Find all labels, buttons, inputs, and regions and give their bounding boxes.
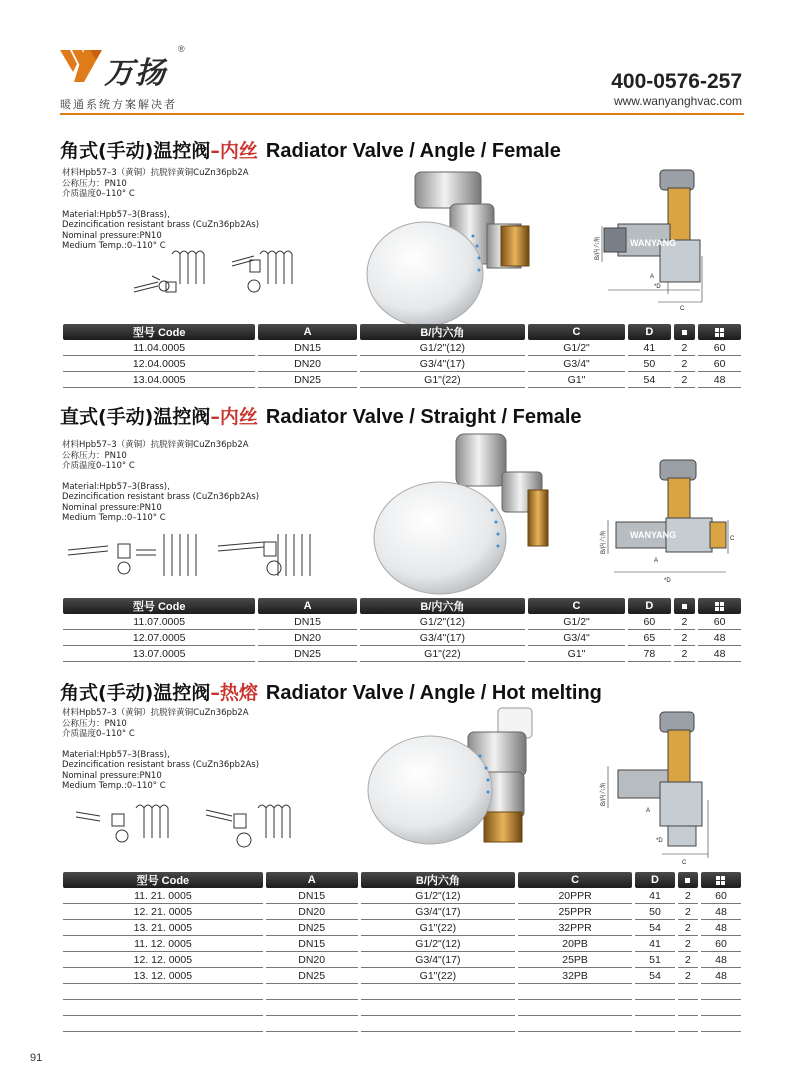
table-cell: G3/4"(17) xyxy=(360,630,525,646)
table-cell xyxy=(361,1016,516,1032)
label-b: B/内六角 xyxy=(601,782,607,806)
table-cell: 2 xyxy=(674,356,695,372)
col-b: B/内六角 xyxy=(360,598,525,614)
product-photo-straight-valve xyxy=(352,428,552,598)
col-a: A xyxy=(258,324,356,340)
installation-sketch xyxy=(132,246,302,308)
spec-line: 材料Hpb57–3（黄铜）抗脱锌黄铜CuZn36pb2A xyxy=(62,440,249,450)
cross-section-diagram xyxy=(598,708,738,868)
col-inner-box-icon xyxy=(678,872,698,888)
table-cell: 48 xyxy=(698,372,741,388)
table-cell: 54 xyxy=(635,968,675,984)
table-row xyxy=(63,888,741,904)
spec-line: Dezincification resistant brass (CuZn36pb2As) xyxy=(62,492,260,502)
spec-line: Material:Hpb57–3(Brass), xyxy=(62,749,170,760)
table-cell: DN15 xyxy=(266,888,358,904)
col-carton-icon xyxy=(701,872,741,888)
table-row xyxy=(63,904,741,920)
table-cell xyxy=(701,1000,741,1016)
table-cell: G1"(22) xyxy=(360,372,525,388)
spec-line: Nominal pressure:PN10 xyxy=(62,502,162,513)
table-cell: 11. 12. 0005 xyxy=(63,936,263,952)
spec-line: Medium Temp.:0–110° C xyxy=(62,241,166,251)
brand-tagline: 暖通系统方案解决者 xyxy=(60,98,177,111)
section-title xyxy=(60,136,744,163)
table-body xyxy=(63,614,741,662)
table-cell xyxy=(361,984,516,1000)
table-cell: 11.04.0005 xyxy=(63,340,255,356)
table-cell: 41 xyxy=(628,340,671,356)
spec-line: Material:Hpb57–3(Brass), xyxy=(62,481,170,492)
table-body xyxy=(63,340,741,388)
table-cell: 60 xyxy=(701,888,741,904)
title-cn: 角式(手动)温控阀 xyxy=(60,682,211,704)
table-cell: G1" xyxy=(528,646,625,662)
col-c: C xyxy=(518,872,632,888)
table-cell: 48 xyxy=(701,968,741,984)
label-a: A xyxy=(650,274,655,280)
col-d: D xyxy=(635,872,675,888)
title-cn: 角式(手动)温控阀 xyxy=(60,140,211,162)
section-straight-female xyxy=(60,402,744,660)
table-cell: G3/4"(17) xyxy=(361,952,516,968)
table-cell: 60 xyxy=(698,356,741,372)
col-d: D xyxy=(628,598,671,614)
product-photo-hot-melting-valve xyxy=(360,706,540,876)
table-cell xyxy=(635,984,675,1000)
table-row xyxy=(63,356,741,372)
col-b: B/内六角 xyxy=(361,872,516,888)
table-cell xyxy=(635,1000,675,1016)
spec-line: Dezincification resistant brass (CuZn36pb2As) xyxy=(62,220,260,230)
table-cell: 25PPR xyxy=(518,904,632,920)
table-cell: 48 xyxy=(698,630,741,646)
table-cell: DN25 xyxy=(258,372,356,388)
label-c: C xyxy=(730,536,735,542)
table-cell: 50 xyxy=(635,904,675,920)
title-highlight: –热熔 xyxy=(210,682,258,704)
title-en: Radiator Valve / Angle / Female xyxy=(265,140,561,162)
table-cell: G1"(22) xyxy=(360,646,525,662)
label-c: C xyxy=(682,860,687,866)
table-cell: 2 xyxy=(674,372,695,388)
col-code: 型号 Code xyxy=(63,872,263,888)
table-cell xyxy=(701,984,741,1000)
table-cell: 13. 12. 0005 xyxy=(63,968,263,984)
table-cell xyxy=(63,1016,263,1032)
table-cell: G1/2" xyxy=(528,614,625,630)
table-cell: 60 xyxy=(698,340,741,356)
spec-line: 介质温度0–110° C xyxy=(62,461,135,471)
table-cell: 65 xyxy=(628,630,671,646)
table-cell: 2 xyxy=(678,904,698,920)
table-cell: DN20 xyxy=(258,630,356,646)
table-cell: G1"(22) xyxy=(361,920,516,936)
table-cell: DN25 xyxy=(266,920,358,936)
table-cell: 11.07.0005 xyxy=(63,614,255,630)
table-cell: 2 xyxy=(678,888,698,904)
section-angle-female xyxy=(60,136,744,386)
table-cell: 13.04.0005 xyxy=(63,372,255,388)
col-inner-box-icon xyxy=(674,324,695,340)
table-cell: 2 xyxy=(674,340,695,356)
table-cell: 54 xyxy=(628,372,671,388)
table-cell: G1/2"(12) xyxy=(361,888,516,904)
table-cell: 41 xyxy=(635,936,675,952)
table-cell xyxy=(678,984,698,1000)
spec-line: 公称压力：PN10 xyxy=(62,718,127,729)
table-cell: 20PPR xyxy=(518,888,632,904)
table-cell xyxy=(518,1000,632,1016)
diagram-watermark: WANYANG xyxy=(630,238,677,248)
table-cell: G1" xyxy=(528,372,625,388)
table-header-row xyxy=(63,598,741,614)
table-cell: DN20 xyxy=(258,356,356,372)
table-row xyxy=(63,952,741,968)
table-row xyxy=(63,968,741,984)
spec-line: Nominal pressure:PN10 xyxy=(62,230,162,241)
table-cell: 60 xyxy=(698,614,741,630)
col-b: B/内六角 xyxy=(360,324,525,340)
table-cell: G3/4"(17) xyxy=(361,904,516,920)
table-cell xyxy=(266,1000,358,1016)
spec-line: Material:Hpb57–3(Brass), xyxy=(62,209,170,220)
section-angle-hot-melting xyxy=(60,678,744,982)
table-cell: 12.04.0005 xyxy=(63,356,255,372)
table-cell: 48 xyxy=(698,646,741,662)
table-row xyxy=(63,984,741,1000)
table-cell xyxy=(63,984,263,1000)
table-cell: G3/4" xyxy=(528,356,625,372)
label-a: A xyxy=(646,808,651,814)
table-header-row xyxy=(63,872,741,888)
table-cell xyxy=(678,1000,698,1016)
header-divider xyxy=(60,113,744,115)
spec-block xyxy=(62,708,259,792)
table-row xyxy=(63,1016,741,1032)
spec-table-angle-female xyxy=(60,324,744,388)
table-cell: G1/2"(12) xyxy=(360,614,525,630)
section-title xyxy=(60,402,744,429)
installation-sketch xyxy=(68,528,338,588)
table-cell: 2 xyxy=(674,630,695,646)
brand-logo xyxy=(60,44,230,114)
label-b: B/内六角 xyxy=(601,530,607,554)
table-row xyxy=(63,630,741,646)
table-cell: 12. 21. 0005 xyxy=(63,904,263,920)
table-cell xyxy=(266,1016,358,1032)
table-cell: 51 xyxy=(635,952,675,968)
table-cell: DN15 xyxy=(258,614,356,630)
table-cell: G1/2"(12) xyxy=(360,340,525,356)
label-d: *D xyxy=(656,838,663,844)
col-carton-icon xyxy=(698,324,741,340)
table-body xyxy=(63,888,741,1032)
table-cell xyxy=(635,1016,675,1032)
label-a: A xyxy=(654,558,659,564)
table-cell: G3/4" xyxy=(528,630,625,646)
table-cell: DN25 xyxy=(258,646,356,662)
table-cell: 54 xyxy=(635,920,675,936)
spec-line: 材料Hpb57–3（黄铜）抗脱锌黄铜CuZn36pb2A xyxy=(62,168,249,178)
spec-table-angle-hot-melting xyxy=(60,872,744,1032)
installation-sketch xyxy=(76,800,326,862)
spec-line: Dezincification resistant brass (CuZn36pb2As) xyxy=(62,760,260,770)
table-cell: DN20 xyxy=(266,952,358,968)
table-row xyxy=(63,614,741,630)
table-cell: 41 xyxy=(635,888,675,904)
hotline-number: 400-0576-257 xyxy=(611,70,742,93)
table-row xyxy=(63,1000,741,1016)
table-cell: 2 xyxy=(678,936,698,952)
table-cell xyxy=(361,1000,516,1016)
table-cell: 48 xyxy=(701,904,741,920)
table-cell: DN15 xyxy=(266,936,358,952)
spec-line: 介质温度0–110° C xyxy=(62,189,135,199)
table-row xyxy=(63,372,741,388)
table-cell: 20PB xyxy=(518,936,632,952)
spec-line: Medium Temp.:0–110° C xyxy=(62,513,166,523)
col-d: D xyxy=(628,324,671,340)
brand-name: 万扬 xyxy=(104,56,166,91)
col-code: 型号 Code xyxy=(63,598,255,614)
table-cell: G3/4"(17) xyxy=(360,356,525,372)
table-cell: 12.07.0005 xyxy=(63,630,255,646)
table-cell: G1/2"(12) xyxy=(361,936,516,952)
table-row xyxy=(63,646,741,662)
title-highlight: –内丝 xyxy=(210,406,258,428)
product-photo-angle-valve xyxy=(355,164,535,334)
col-code: 型号 Code xyxy=(63,324,255,340)
table-cell xyxy=(266,984,358,1000)
label-d: *D xyxy=(664,578,671,584)
table-cell: 25PB xyxy=(518,952,632,968)
table-cell: DN25 xyxy=(266,968,358,984)
label-d: *D xyxy=(654,284,661,290)
col-c: C xyxy=(528,598,625,614)
table-cell: DN20 xyxy=(266,904,358,920)
table-cell: DN15 xyxy=(258,340,356,356)
table-cell: 48 xyxy=(701,920,741,936)
website-link[interactable]: www.wanyanghvac.com xyxy=(613,94,742,108)
col-c: C xyxy=(528,324,625,340)
table-cell: 32PB xyxy=(518,968,632,984)
spec-line: 公称压力：PN10 xyxy=(62,450,127,461)
table-cell: G1"(22) xyxy=(361,968,516,984)
table-cell: 2 xyxy=(674,646,695,662)
spec-block xyxy=(62,440,259,524)
table-cell: 2 xyxy=(678,920,698,936)
col-a: A xyxy=(266,872,358,888)
table-cell: 48 xyxy=(701,952,741,968)
label-b: B/内六角 xyxy=(595,236,601,260)
table-row xyxy=(63,936,741,952)
table-cell: 32PPR xyxy=(518,920,632,936)
cross-section-diagram xyxy=(596,458,736,588)
table-row xyxy=(63,340,741,356)
table-header-row xyxy=(63,324,741,340)
registered-mark: ® xyxy=(178,44,185,54)
label-c: C xyxy=(680,306,685,312)
table-cell xyxy=(518,1016,632,1032)
table-cell xyxy=(701,1016,741,1032)
col-inner-box-icon xyxy=(674,598,695,614)
cross-section-diagram xyxy=(595,166,728,312)
table-cell: 60 xyxy=(701,936,741,952)
table-cell: 78 xyxy=(628,646,671,662)
title-en: Radiator Valve / Angle / Hot melting xyxy=(265,682,602,704)
diagram-watermark: WANYANG xyxy=(630,530,677,540)
spec-line: Medium Temp.:0–110° C xyxy=(62,781,166,791)
spec-line: Nominal pressure:PN10 xyxy=(62,770,162,781)
table-cell: 2 xyxy=(674,614,695,630)
title-highlight: –内丝 xyxy=(210,140,258,162)
spec-line: 公称压力：PN10 xyxy=(62,178,127,189)
section-title xyxy=(60,678,744,705)
title-cn: 直式(手动)温控阀 xyxy=(60,406,211,428)
table-cell xyxy=(63,1000,263,1016)
spec-table-straight-female xyxy=(60,598,744,662)
wy-logo-icon xyxy=(60,46,104,86)
table-cell: 13.07.0005 xyxy=(63,646,255,662)
page-number: 91 xyxy=(30,1052,43,1064)
table-cell xyxy=(518,984,632,1000)
table-cell: 2 xyxy=(678,968,698,984)
table-row xyxy=(63,920,741,936)
table-cell: 2 xyxy=(678,952,698,968)
col-a: A xyxy=(258,598,356,614)
table-cell: 60 xyxy=(628,614,671,630)
col-carton-icon xyxy=(698,598,741,614)
spec-line: 材料Hpb57–3（黄铜）抗脱锌黄铜CuZn36pb2A xyxy=(62,708,249,718)
table-cell: 50 xyxy=(628,356,671,372)
table-cell: 11. 21. 0005 xyxy=(63,888,263,904)
spec-block xyxy=(62,168,259,252)
table-cell: G1/2" xyxy=(528,340,625,356)
table-cell: 12. 12. 0005 xyxy=(63,952,263,968)
table-cell xyxy=(678,1016,698,1032)
table-cell: 13. 21. 0005 xyxy=(63,920,263,936)
spec-line: 介质温度0–110° C xyxy=(62,729,135,739)
title-en: Radiator Valve / Straight / Female xyxy=(265,406,582,428)
